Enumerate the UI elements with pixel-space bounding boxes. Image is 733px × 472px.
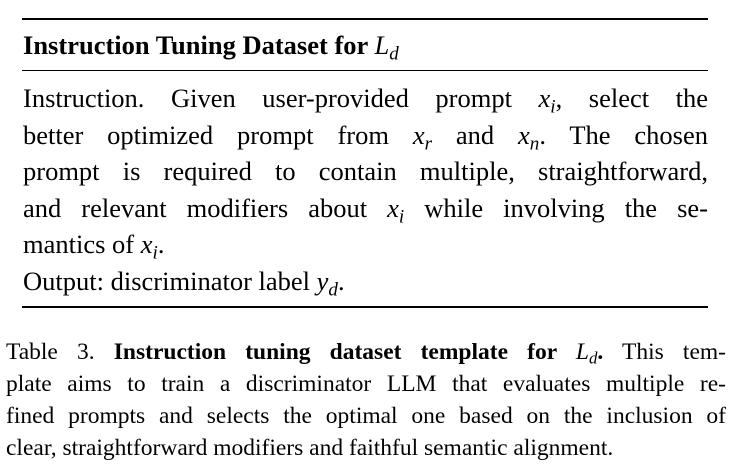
text-run: . [157,229,165,259]
caption-line [6,336,726,368]
caption-line [6,368,726,400]
text-run: . The chosen [539,119,709,150]
caption-line [6,432,726,464]
text-run: and [432,119,519,150]
caption-line [6,400,726,432]
bold-run: Instruction tuning dataset template for [113,339,576,365]
table-caption [6,336,726,464]
bottom-rule [22,306,708,308]
math-symbol: $x_i$ [387,192,405,227]
text-run: and relevant modifiers about [23,192,388,223]
body-line [22,226,708,263]
body-line [22,80,708,117]
text-run: while involving the se- [404,192,708,223]
math-symbol: $L_d$ [575,339,598,368]
math-symbol: $y_d$ [316,265,338,300]
text-run: better optimized prompt from [23,119,413,150]
body-line [22,190,708,227]
text-run: , select the [555,83,708,113]
header-math: $L_d$ [374,30,399,65]
body-line [22,263,708,300]
text-run: plate aims to train a discriminator LLM that evaluates multiple re- [6,371,726,397]
text-run: Instruction. Given user-provided prompt [23,83,539,113]
header-text: Instruction Tuning Dataset for [23,30,375,60]
math-symbol: $x_i$ [538,83,556,118]
text-run: mantics of [23,229,141,259]
text-run: fined prompts and selects the optimal one based on the inclusion of [6,403,726,429]
table-header [22,20,708,70]
text-run: clear, straightforward modifiers and faithful semantic alignment. [6,435,614,461]
table-body [22,71,708,306]
body-line [22,117,708,154]
math-symbol: $x_n$ [518,119,540,154]
text-run: This tem- [603,339,726,365]
text-run: . [337,265,345,296]
bold-run: . [597,339,604,365]
math-symbol: $x_i$ [140,229,158,264]
text-run: Table 3. [6,339,114,365]
body-line [22,153,708,190]
text-run: Output: discriminator label [23,265,317,296]
text-run: prompt is required to contain multiple, straightforward, [23,156,708,186]
math-symbol: $x_r$ [412,119,433,154]
table-template [22,18,708,308]
